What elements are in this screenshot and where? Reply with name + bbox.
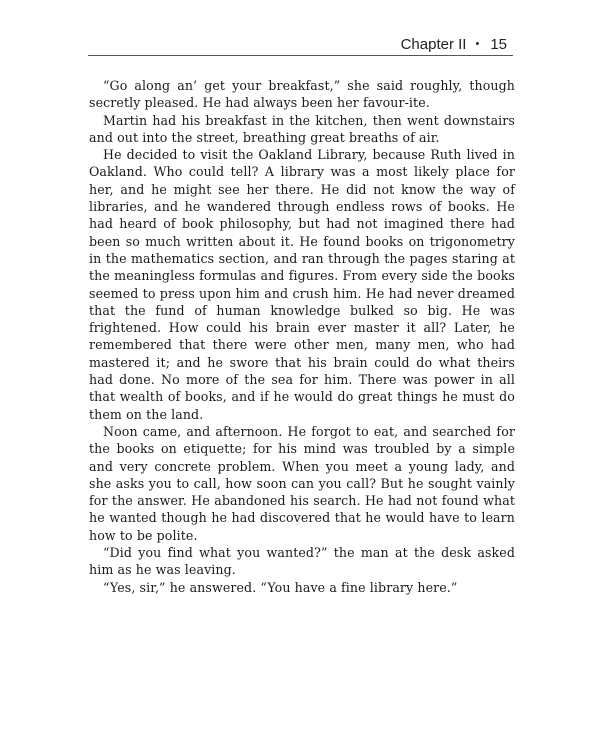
paragraph: He decided to visit the Oakland Library, because Ruth lived in Oakland. Who could tell? A library was a most likely place for her, and he might see her there. He did not know the way of libraries, and he wandered through endless rows of books. He had heard of book philosophy, but had not imagined there had been so much written about it. He found books on trigonometry in the mathematics section, and ran through the pages staring at the meaningless formulas and figures. From every side the books seemed to press upon him and crush him. He had never dreamed that the fund of human knowledge bulked so big. He was frightened. How could his brain ever master it all? Later, he remembered that there were other men, many men, who had mastered it; and he swore that his brain could do what theirs had done. No more of the sea for him. There was power in all that wealth of books, and if he would do great things he must do them on the land. xyxy=(89,147,515,422)
running-header xyxy=(401,36,507,53)
header-separator: • xyxy=(475,38,480,50)
chapter-title: Chapter II xyxy=(400,36,467,53)
header-rule xyxy=(88,55,513,56)
paragraph: “Go along an’ get your breakfast,” she said roughly, though secretly pleased. He had always been her favour-ite. xyxy=(89,78,515,111)
page-number: 15 xyxy=(490,36,507,53)
paragraph: Noon came, and afternoon. He forgot to eat, and searched for the books on etiquette; for his mind was troubled by a simple and very concrete problem. When you meet a young lady, and she asks you to call, how soon can you call? But he sought vainly for the answer. He abandoned his search. He had not found what he wanted though he had discovered that he would have to learn how to be polite. xyxy=(89,423,515,543)
paragraph: “Did you find what you wanted?” the man at the desk asked him as he was leaving. xyxy=(89,545,515,578)
body-text xyxy=(89,77,515,596)
paragraph: Martin had his breakfast in the kitchen, then went downstairs and out into the street, breathing great breaths of air. xyxy=(89,112,515,145)
paragraph: “Yes, sir,” he answered. “You have a fine library here.” xyxy=(103,579,458,595)
